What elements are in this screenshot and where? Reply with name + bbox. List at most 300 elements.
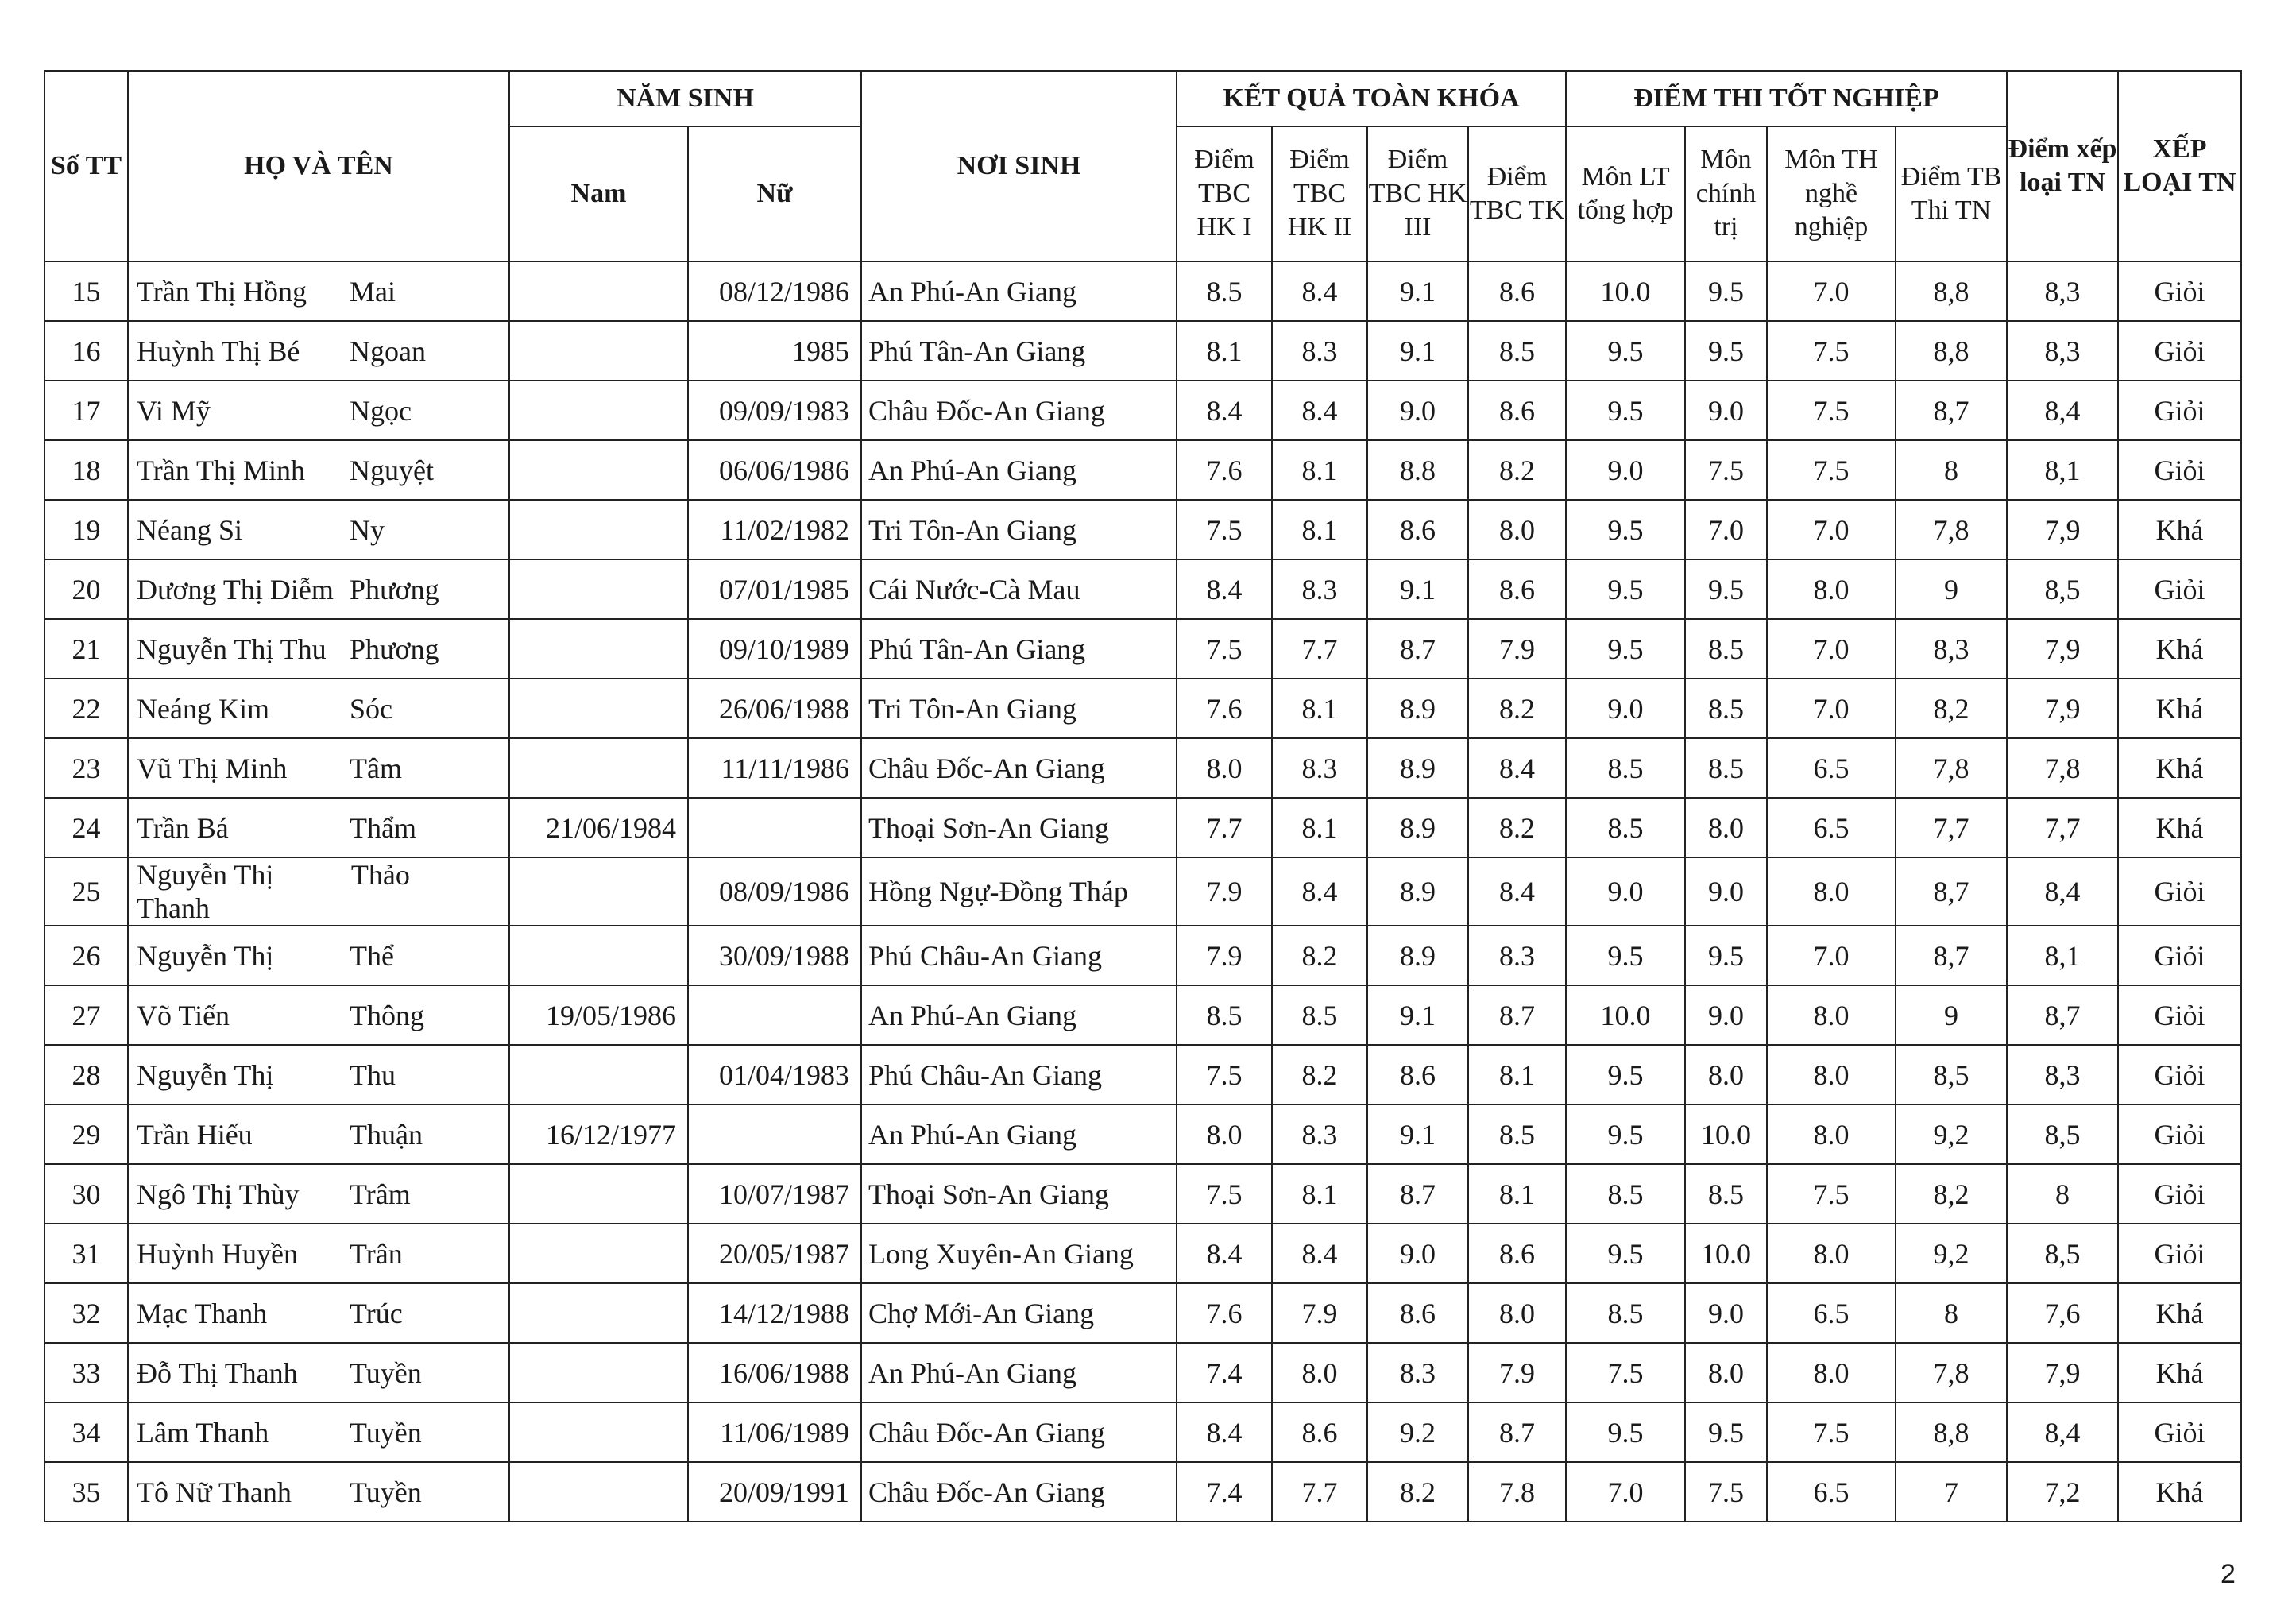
- score-practice: 6.5: [1767, 1462, 1896, 1522]
- classification-score: 7,7: [2007, 798, 2118, 857]
- score-hk3: 8.7: [1367, 619, 1468, 679]
- score-hk3: 8.9: [1367, 926, 1468, 985]
- full-name-cell: [128, 559, 509, 619]
- score-hk1: 7.4: [1177, 1343, 1272, 1402]
- score-theory: 9.5: [1566, 500, 1685, 559]
- classification-score: 8,3: [2007, 321, 2118, 381]
- male-birthdate: [509, 1164, 688, 1224]
- score-hk2: 8.1: [1272, 500, 1367, 559]
- full-name-cell: [128, 1104, 509, 1164]
- score-practice: 6.5: [1767, 798, 1896, 857]
- row-number: 34: [44, 1402, 128, 1462]
- row-number: 28: [44, 1045, 128, 1104]
- full-name-cell: [128, 798, 509, 857]
- score-hk1: 7.6: [1177, 1283, 1272, 1343]
- score-hk3: 8.9: [1367, 857, 1468, 926]
- table-row: [44, 619, 2241, 679]
- score-politics: 8.5: [1685, 1164, 1767, 1224]
- score-hk1: 7.5: [1177, 1164, 1272, 1224]
- score-hk3: 8.3: [1367, 1343, 1468, 1402]
- score-politics: 8.5: [1685, 738, 1767, 798]
- score-theory: 7.0: [1566, 1462, 1685, 1522]
- score-politics: 10.0: [1685, 1224, 1767, 1283]
- female-birthdate: 11/11/1986: [688, 738, 861, 798]
- score-practice: 8.0: [1767, 1224, 1896, 1283]
- family-name: Vi Mỹ: [137, 394, 211, 427]
- classification: Khá: [2118, 679, 2241, 738]
- score-theory: 9.0: [1566, 679, 1685, 738]
- classification-score: 7,9: [2007, 500, 2118, 559]
- score-theory: 9.5: [1566, 1045, 1685, 1104]
- classification: Giỏi: [2118, 261, 2241, 321]
- header-graduation-exam: ĐIỂM THI TỐT NGHIỆP: [1566, 71, 2007, 126]
- table-row: [44, 559, 2241, 619]
- given-name: Mai: [350, 275, 396, 308]
- male-birthdate: [509, 619, 688, 679]
- full-name-cell: [128, 1462, 509, 1522]
- given-name: Trúc: [350, 1297, 403, 1329]
- score-hk1: 7.6: [1177, 679, 1272, 738]
- full-name-cell: [128, 926, 509, 985]
- full-name-cell: [128, 679, 509, 738]
- female-birthdate: 20/05/1987: [688, 1224, 861, 1283]
- score-practice: 8.0: [1767, 857, 1896, 926]
- given-name: Ngoan: [350, 335, 426, 367]
- header-full-name: HỌ VÀ TÊN: [128, 71, 509, 261]
- classification-score: 7,6: [2007, 1283, 2118, 1343]
- score-exam-average: 8: [1896, 440, 2007, 500]
- score-hk2: 8.4: [1272, 261, 1367, 321]
- score-exam-average: 9: [1896, 985, 2007, 1045]
- classification-score: 8,5: [2007, 1104, 2118, 1164]
- male-birthdate: [509, 261, 688, 321]
- male-birthdate: [509, 857, 688, 926]
- classification-score: 8: [2007, 1164, 2118, 1224]
- score-politics: 9.0: [1685, 985, 1767, 1045]
- table-row: [44, 926, 2241, 985]
- score-hk1: 7.9: [1177, 857, 1272, 926]
- classification-score: 7,2: [2007, 1462, 2118, 1522]
- female-birthdate: 1985: [688, 321, 861, 381]
- score-total: 8.6: [1468, 381, 1566, 440]
- male-birthdate: [509, 1343, 688, 1402]
- score-hk2: 7.7: [1272, 1462, 1367, 1522]
- header-politics-exam: Môn chính trị: [1685, 126, 1767, 261]
- score-theory: 9.5: [1566, 926, 1685, 985]
- score-hk3: 8.8: [1367, 440, 1468, 500]
- birthplace: Phú Tân-An Giang: [861, 619, 1177, 679]
- score-politics: 8.0: [1685, 1045, 1767, 1104]
- score-politics: 9.5: [1685, 261, 1767, 321]
- score-practice: 8.0: [1767, 1104, 1896, 1164]
- score-hk3: 8.9: [1367, 679, 1468, 738]
- score-politics: 7.5: [1685, 440, 1767, 500]
- row-number: 32: [44, 1283, 128, 1343]
- table-row: [44, 1343, 2241, 1402]
- score-practice: 7.0: [1767, 926, 1896, 985]
- birthplace: An Phú-An Giang: [861, 985, 1177, 1045]
- score-hk3: 9.2: [1367, 1402, 1468, 1462]
- family-name: Lâm Thanh: [137, 1416, 269, 1449]
- classification: Giỏi: [2118, 857, 2241, 926]
- female-birthdate: 08/12/1986: [688, 261, 861, 321]
- given-name: Thuận: [350, 1118, 423, 1151]
- score-hk1: 7.5: [1177, 619, 1272, 679]
- score-practice: 7.0: [1767, 679, 1896, 738]
- full-name-cell: [128, 857, 509, 926]
- row-number: 23: [44, 738, 128, 798]
- score-hk2: 8.4: [1272, 857, 1367, 926]
- classification: Giỏi: [2118, 1224, 2241, 1283]
- family-name: Võ Tiến: [137, 999, 230, 1031]
- score-theory: 10.0: [1566, 985, 1685, 1045]
- score-exam-average: 7: [1896, 1462, 2007, 1522]
- given-name: Phương: [350, 632, 439, 665]
- score-practice: 7.0: [1767, 619, 1896, 679]
- score-hk3: 8.6: [1367, 1283, 1468, 1343]
- score-hk2: 8.0: [1272, 1343, 1367, 1402]
- header-classification: XẾP LOẠI TN: [2118, 71, 2241, 261]
- score-politics: 9.5: [1685, 321, 1767, 381]
- score-exam-average: 8,7: [1896, 857, 2007, 926]
- male-birthdate: [509, 1224, 688, 1283]
- score-theory: 9.5: [1566, 1104, 1685, 1164]
- score-hk2: 8.1: [1272, 440, 1367, 500]
- family-name: Trần Bá: [137, 811, 229, 844]
- header-classification-score: Điểm xếp loại TN: [2007, 71, 2118, 261]
- classification: Giỏi: [2118, 559, 2241, 619]
- full-name-cell: [128, 738, 509, 798]
- score-total: 8.4: [1468, 857, 1566, 926]
- score-hk1: 8.5: [1177, 985, 1272, 1045]
- score-exam-average: 8,5: [1896, 1045, 2007, 1104]
- table-row: [44, 1104, 2241, 1164]
- page-number: 2: [2221, 1559, 2236, 1589]
- birthplace: Cái Nước-Cà Mau: [861, 559, 1177, 619]
- family-name: Trần Thị Minh: [137, 454, 306, 486]
- score-hk3: 9.1: [1367, 559, 1468, 619]
- score-exam-average: 8,3: [1896, 619, 2007, 679]
- score-hk3: 9.1: [1367, 321, 1468, 381]
- score-exam-average: 8,8: [1896, 321, 2007, 381]
- score-theory: 7.5: [1566, 1343, 1685, 1402]
- male-birthdate: [509, 1045, 688, 1104]
- classification-score: 8,3: [2007, 1045, 2118, 1104]
- classification: Giỏi: [2118, 321, 2241, 381]
- score-exam-average: 7,8: [1896, 500, 2007, 559]
- header-tbc-hk3: Điểm TBC HK III: [1367, 126, 1468, 261]
- family-name: Mạc Thanh: [137, 1297, 268, 1329]
- score-practice: 7.5: [1767, 440, 1896, 500]
- score-exam-average: 7,8: [1896, 1343, 2007, 1402]
- score-hk1: 7.6: [1177, 440, 1272, 500]
- score-hk2: 8.1: [1272, 679, 1367, 738]
- table-row: [44, 1045, 2241, 1104]
- table-row: [44, 381, 2241, 440]
- score-hk3: 8.6: [1367, 500, 1468, 559]
- birthplace: Tri Tôn-An Giang: [861, 500, 1177, 559]
- score-hk2: 8.2: [1272, 1045, 1367, 1104]
- classification: Khá: [2118, 500, 2241, 559]
- family-name: Trần Hiếu: [137, 1118, 253, 1151]
- score-exam-average: 8,2: [1896, 1164, 2007, 1224]
- male-birthdate: [509, 926, 688, 985]
- score-hk2: 8.1: [1272, 798, 1367, 857]
- birthplace: Phú Châu-An Giang: [861, 1045, 1177, 1104]
- male-birthdate: [509, 1402, 688, 1462]
- classification-score: 8,1: [2007, 440, 2118, 500]
- score-total: 8.2: [1468, 440, 1566, 500]
- score-hk1: 8.0: [1177, 738, 1272, 798]
- score-theory: 9.0: [1566, 857, 1685, 926]
- score-hk1: 7.5: [1177, 1045, 1272, 1104]
- score-total: 7.9: [1468, 619, 1566, 679]
- full-name-cell: [128, 1164, 509, 1224]
- score-politics: 8.0: [1685, 1343, 1767, 1402]
- family-name: Nguyễn Thị Thanh: [137, 859, 274, 924]
- score-exam-average: 8,7: [1896, 381, 2007, 440]
- classification: Khá: [2118, 1283, 2241, 1343]
- header-exam-average: Điểm TB Thi TN: [1896, 126, 2007, 261]
- score-hk1: 7.9: [1177, 926, 1272, 985]
- family-name: Đỗ Thị Thanh: [137, 1356, 298, 1389]
- table-row: [44, 985, 2241, 1045]
- full-name-cell: [128, 440, 509, 500]
- header-female: Nữ: [688, 126, 861, 261]
- birthplace: Thoại Sơn-An Giang: [861, 798, 1177, 857]
- score-politics: 9.0: [1685, 381, 1767, 440]
- full-name-cell: [128, 381, 509, 440]
- table-row: [44, 857, 2241, 926]
- full-name-cell: [128, 321, 509, 381]
- score-exam-average: 8,8: [1896, 1402, 2007, 1462]
- score-theory: 9.5: [1566, 381, 1685, 440]
- female-birthdate: 10/07/1987: [688, 1164, 861, 1224]
- score-total: 8.6: [1468, 1224, 1566, 1283]
- female-birthdate: 26/06/1988: [688, 679, 861, 738]
- classification-score: 8,5: [2007, 559, 2118, 619]
- given-name: Thảo: [350, 859, 410, 891]
- full-name-cell: [128, 1224, 509, 1283]
- score-practice: 7.0: [1767, 261, 1896, 321]
- given-name: Thu: [350, 1058, 396, 1091]
- row-number: 26: [44, 926, 128, 985]
- score-hk3: 9.1: [1367, 1104, 1468, 1164]
- score-exam-average: 9,2: [1896, 1224, 2007, 1283]
- score-theory: 8.5: [1566, 1164, 1685, 1224]
- score-politics: 10.0: [1685, 1104, 1767, 1164]
- score-hk2: 7.9: [1272, 1283, 1367, 1343]
- score-practice: 6.5: [1767, 738, 1896, 798]
- score-hk1: 8.1: [1177, 321, 1272, 381]
- score-hk3: 8.2: [1367, 1462, 1468, 1522]
- classification-score: 7,8: [2007, 738, 2118, 798]
- score-politics: 8.5: [1685, 619, 1767, 679]
- score-hk2: 8.3: [1272, 559, 1367, 619]
- given-name: Thể: [350, 939, 394, 972]
- score-theory: 9.0: [1566, 440, 1685, 500]
- female-birthdate: 09/09/1983: [688, 381, 861, 440]
- row-number: 16: [44, 321, 128, 381]
- score-hk3: 8.7: [1367, 1164, 1468, 1224]
- score-total: 8.5: [1468, 321, 1566, 381]
- classification: Giỏi: [2118, 985, 2241, 1045]
- classification: Khá: [2118, 1462, 2241, 1522]
- table-row: [44, 1402, 2241, 1462]
- row-number: 18: [44, 440, 128, 500]
- score-hk1: 7.4: [1177, 1462, 1272, 1522]
- family-name: Neáng Kim: [137, 692, 269, 725]
- score-practice: 8.0: [1767, 1343, 1896, 1402]
- score-exam-average: 8,7: [1896, 926, 2007, 985]
- score-practice: 8.0: [1767, 1045, 1896, 1104]
- score-hk1: 7.5: [1177, 500, 1272, 559]
- table-row: [44, 321, 2241, 381]
- score-hk3: 9.1: [1367, 985, 1468, 1045]
- classification: Giỏi: [2118, 440, 2241, 500]
- male-birthdate: [509, 500, 688, 559]
- given-name: Tuyền: [350, 1356, 422, 1389]
- score-hk2: 8.5: [1272, 985, 1367, 1045]
- classification-score: 7,9: [2007, 679, 2118, 738]
- family-name: Nguyễn Thị: [137, 939, 274, 972]
- female-birthdate: 08/09/1986: [688, 857, 861, 926]
- score-hk2: 8.3: [1272, 321, 1367, 381]
- birthplace: Châu Đốc-An Giang: [861, 1402, 1177, 1462]
- given-name: Sóc: [350, 692, 392, 725]
- score-practice: 7.5: [1767, 1164, 1896, 1224]
- score-hk2: 8.6: [1272, 1402, 1367, 1462]
- score-theory: 9.5: [1566, 321, 1685, 381]
- score-hk2: 7.7: [1272, 619, 1367, 679]
- family-name: Trần Thị Hồng: [137, 275, 307, 308]
- birthplace: Chợ Mới-An Giang: [861, 1283, 1177, 1343]
- birthplace: Châu Đốc-An Giang: [861, 1462, 1177, 1522]
- score-total: 8.6: [1468, 559, 1566, 619]
- score-politics: 9.5: [1685, 559, 1767, 619]
- full-name-cell: [128, 985, 509, 1045]
- family-name: Nguyễn Thị Thu: [137, 632, 327, 665]
- given-name: Tuyền: [350, 1416, 422, 1449]
- birthplace: Long Xuyên-An Giang: [861, 1224, 1177, 1283]
- classification: Giỏi: [2118, 1045, 2241, 1104]
- score-total: 8.0: [1468, 1283, 1566, 1343]
- family-name: Dương Thị Diễm: [137, 573, 334, 605]
- family-name: Ngô Thị Thùy: [137, 1178, 300, 1210]
- score-politics: 9.0: [1685, 1283, 1767, 1343]
- female-birthdate: [688, 1104, 861, 1164]
- classification-score: 8,5: [2007, 1224, 2118, 1283]
- table-row: [44, 738, 2241, 798]
- score-hk3: 8.6: [1367, 1045, 1468, 1104]
- male-birthdate: [509, 1462, 688, 1522]
- given-name: Tâm: [350, 752, 402, 784]
- female-birthdate: 06/06/1986: [688, 440, 861, 500]
- row-number: 15: [44, 261, 128, 321]
- score-practice: 8.0: [1767, 985, 1896, 1045]
- score-hk2: 8.4: [1272, 1224, 1367, 1283]
- score-practice: 7.5: [1767, 1402, 1896, 1462]
- score-total: 8.2: [1468, 798, 1566, 857]
- classification-score: 8,3: [2007, 261, 2118, 321]
- table-row: [44, 798, 2241, 857]
- given-name: Nguyệt: [350, 454, 434, 486]
- table-row: [44, 440, 2241, 500]
- score-total: 7.9: [1468, 1343, 1566, 1402]
- classification: Giỏi: [2118, 1164, 2241, 1224]
- table-row: [44, 1224, 2241, 1283]
- header-birth-year: NĂM SINH: [509, 71, 861, 126]
- graduation-results-sheet: [44, 70, 2240, 1522]
- score-total: 8.3: [1468, 926, 1566, 985]
- classification: Khá: [2118, 1343, 2241, 1402]
- score-hk1: 8.5: [1177, 261, 1272, 321]
- classification-score: 8,4: [2007, 857, 2118, 926]
- family-name: Huỳnh Thị Bé: [137, 335, 300, 367]
- female-birthdate: 11/06/1989: [688, 1402, 861, 1462]
- female-birthdate: [688, 985, 861, 1045]
- row-number: 35: [44, 1462, 128, 1522]
- birthplace: Phú Tân-An Giang: [861, 321, 1177, 381]
- score-total: 8.6: [1468, 261, 1566, 321]
- score-politics: 7.0: [1685, 500, 1767, 559]
- score-hk1: 8.4: [1177, 559, 1272, 619]
- score-total: 8.0: [1468, 500, 1566, 559]
- full-name-cell: [128, 1283, 509, 1343]
- score-hk1: 8.0: [1177, 1104, 1272, 1164]
- score-theory: 10.0: [1566, 261, 1685, 321]
- given-name: Trâm: [350, 1178, 411, 1210]
- female-birthdate: 07/01/1985: [688, 559, 861, 619]
- header-theory-exam: Môn LT tổng hợp: [1566, 126, 1685, 261]
- score-hk3: 8.9: [1367, 798, 1468, 857]
- birthplace: An Phú-An Giang: [861, 440, 1177, 500]
- row-number: 27: [44, 985, 128, 1045]
- header-birthplace: NƠI SINH: [861, 71, 1177, 261]
- female-birthdate: 14/12/1988: [688, 1283, 861, 1343]
- score-politics: 9.5: [1685, 1402, 1767, 1462]
- table-row: [44, 1283, 2241, 1343]
- birthplace: An Phú-An Giang: [861, 1104, 1177, 1164]
- score-hk2: 8.3: [1272, 1104, 1367, 1164]
- row-number: 21: [44, 619, 128, 679]
- score-exam-average: 9: [1896, 559, 2007, 619]
- score-exam-average: 8,2: [1896, 679, 2007, 738]
- birthplace: An Phú-An Giang: [861, 261, 1177, 321]
- score-total: 8.5: [1468, 1104, 1566, 1164]
- score-total: 7.8: [1468, 1462, 1566, 1522]
- row-number: 33: [44, 1343, 128, 1402]
- male-birthdate: [509, 321, 688, 381]
- table-row: [44, 679, 2241, 738]
- male-birthdate: [509, 1283, 688, 1343]
- birthplace: An Phú-An Giang: [861, 1343, 1177, 1402]
- given-name: Phương: [350, 573, 439, 605]
- full-name-cell: [128, 619, 509, 679]
- female-birthdate: 01/04/1983: [688, 1045, 861, 1104]
- score-practice: 7.5: [1767, 381, 1896, 440]
- given-name: Ngọc: [350, 394, 412, 427]
- birthplace: Phú Châu-An Giang: [861, 926, 1177, 985]
- score-hk2: 8.2: [1272, 926, 1367, 985]
- score-total: 8.1: [1468, 1045, 1566, 1104]
- score-total: 8.4: [1468, 738, 1566, 798]
- score-hk1: 7.7: [1177, 798, 1272, 857]
- header-tbc-tk: Điểm TBC TK: [1468, 126, 1566, 261]
- classification: Khá: [2118, 619, 2241, 679]
- male-birthdate: 19/05/1986: [509, 985, 688, 1045]
- birthplace: Hồng Ngự-Đồng Tháp: [861, 857, 1177, 926]
